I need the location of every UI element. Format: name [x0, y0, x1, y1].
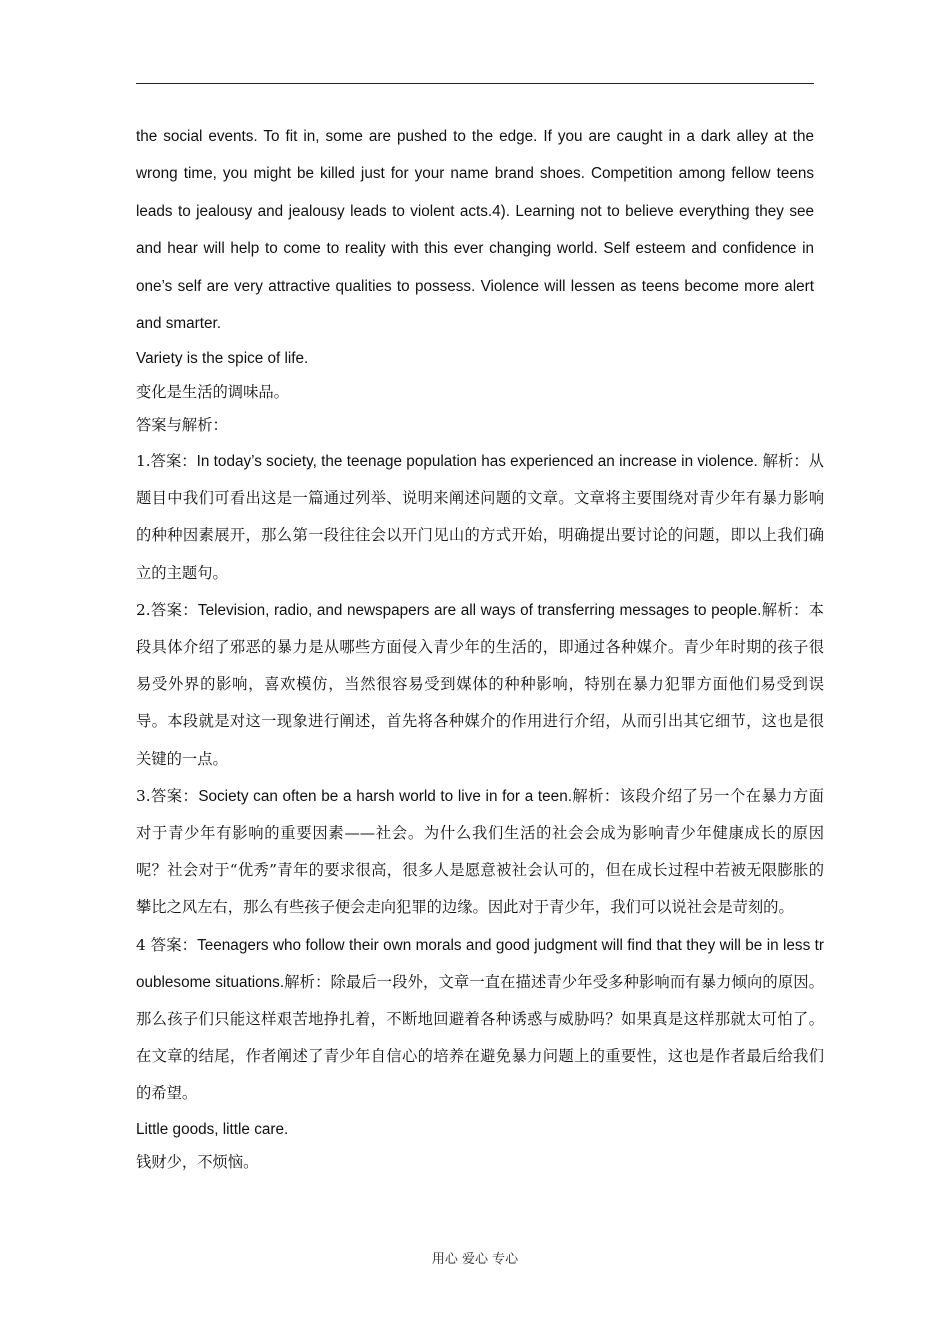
- answer-3-explanation: 该段介绍了另一个在暴力方面对于青少年有影响的重要因素——社会。为什么我们生活的社会会成为影响青少年健康成长的原因呢？社会对于“优秀”青年的要求很高，很多人是愿意被社会认可的，但在成长过程中若被无限膨胀的攀比之风左右，那么有些孩子便会走向犯罪的边缘。因此对于青少年，我们可以说社会是苛刻的。: [136, 786, 824, 917]
- answer-3-prefix: 3.答案：: [136, 786, 199, 805]
- answer-1-label: 解析：: [757, 451, 809, 470]
- answer-2-text: Television, radio, and newspapers are all ways of transferring messages to people.: [197, 601, 762, 619]
- proverb-2-english: Little goods, little care.: [136, 1120, 289, 1138]
- answer-1-explanation: 从题目中我们可看出这是一篇通过列举、说明来阐述问题的文章。文章将主要围绕对青少年有暴力影响的种种因素展开，那么第一段往往会以开门见山的方式开始，明确提出要讨论的问题，即以上我们确立的主题句。: [136, 451, 824, 582]
- proverb-2-chinese: 钱财少，不烦恼。: [136, 1153, 259, 1172]
- answer-2-prefix: 2.答案：: [136, 600, 198, 619]
- header-rule: [136, 83, 814, 84]
- answer-4-explanation: 除最后一段外，文章一直在描述青少年受多种影响而有暴力倾向的原因。那么孩子们只能这样艰苦地挣扎着，不断地回避着各种诱惑与威胁吗？如果真是这样那就太可怕了。在文章的结尾，作者阐述了青少年自信心的培养在避免暴力问题上的重要性，这也是作者最后给我们的希望。: [136, 972, 824, 1103]
- answers-heading: 答案与解析：: [136, 416, 228, 435]
- answer-item-1: [136, 443, 824, 592]
- answer-3-label: 解析：: [571, 786, 620, 805]
- answer-1-prefix: 1.答案：: [136, 451, 197, 470]
- continuation-paragraph: the social events. To fit in, some are pushed to the edge. If you are caught in a dark alley at the wrong time, you might be killed just for your name brand shoes. Competition among fellow teens leads to jealousy and jealousy leads to violent acts.4). Learning not to believe everything they see and hear will help to come to reality with this ever changing world. Self esteem and confidence in one’s self are very attractive qualities to possess. Violence will lessen as teens become more alert and smarter.: [136, 128, 814, 333]
- answer-2-explanation: 本段具体介绍了邪恶的暴力是从哪些方面侵入青少年的生活的，即通过各种媒介。青少年时期的孩子很易受外界的影响，喜欢模仿，当然很容易受到媒体的种种影响，特别在暴力犯罪方面他们易受到误导。本段就是对这一现象进行阐述，首先将各种媒介的作用进行介绍，从而引出其它细节，这也是很关键的一点。: [136, 600, 824, 768]
- answer-2-label: 解析：: [761, 600, 809, 619]
- answer-item-3: [136, 778, 824, 927]
- proverb-1-chinese: 变化是生活的调味品。: [136, 382, 289, 401]
- page-footer: 用心 爱心 专心: [431, 1252, 519, 1267]
- answer-3-text: Society can often be a harsh world to live in for a teen.: [198, 787, 572, 805]
- answer-1-text: In today’s society, the teenage population has experienced an increase in violence.: [196, 452, 758, 470]
- answer-4-text: Teenagers who follow their own morals and good judgment will find that they will be in less troublesome situations.: [136, 936, 824, 991]
- page-body: [136, 118, 826, 1180]
- answer-4-label: 解析：: [284, 972, 331, 991]
- answer-item-2: [136, 592, 824, 778]
- answer-4-prefix: 4 答案：: [136, 935, 198, 954]
- proverb-1-english: Variety is the spice of life.: [136, 350, 309, 368]
- answer-item-4: [136, 927, 824, 1113]
